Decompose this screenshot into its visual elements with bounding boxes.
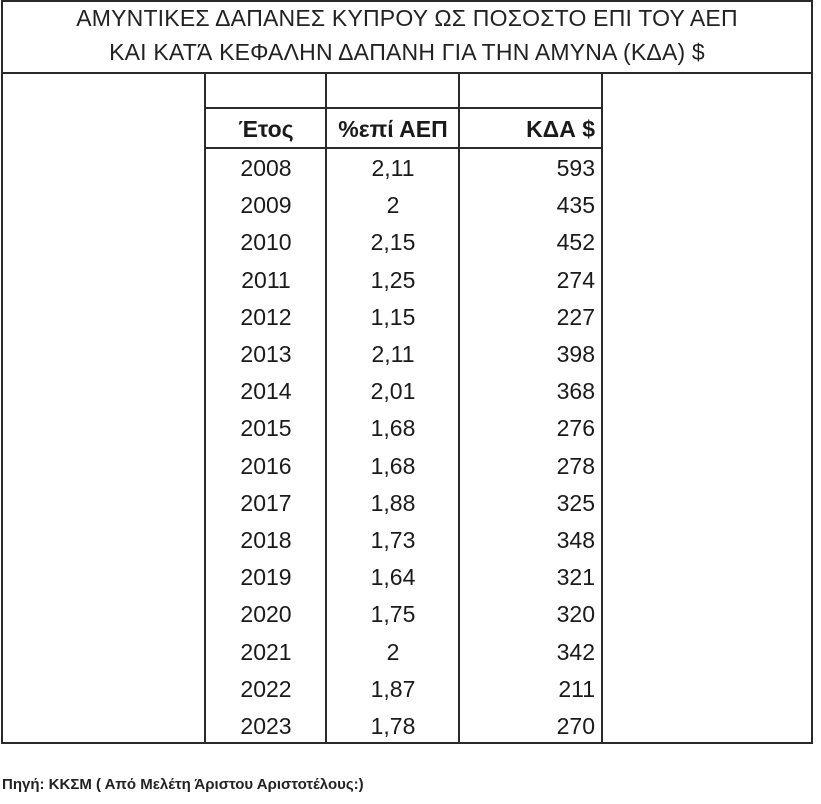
cell-kda: 342 [556,638,595,665]
cell-year: 2021 [240,638,292,665]
cell-kda: 320 [556,601,595,628]
cell-kda: 270 [556,713,595,739]
cell-percent-gdp: 1,75 [370,601,416,628]
cell-percent-gdp: 1,88 [370,489,416,516]
cell-year: 2009 [240,192,292,219]
cell-kda: 452 [556,229,595,256]
cell-kda: 227 [556,303,595,330]
cell-percent-gdp: 2 [386,192,400,219]
cell-kda: 398 [556,341,595,367]
table-vline [458,72,460,744]
cell-year: 2022 [240,675,292,702]
cell-year: 2017 [240,489,292,516]
cell-percent-gdp: 1,64 [370,564,416,591]
cell-kda: 368 [556,378,595,405]
cell-percent-gdp: 1,25 [370,266,416,293]
source-note: Πηγή: ΚΚΣΜ ( Από Μελέτη Άριστου Αριστοτέλους:) [2,776,364,793]
cell-year: 2010 [240,229,292,256]
cell-year: 2018 [240,527,292,553]
cell-year: 2023 [240,713,292,739]
cell-year: 2019 [240,564,292,591]
cell-percent-gdp: 1,78 [370,713,416,739]
table-vline [601,72,603,744]
cell-year: 2011 [241,266,291,293]
cell-kda: 348 [556,527,595,553]
cell-year: 2015 [240,415,292,442]
cell-year: 2013 [240,341,292,367]
cell-percent-gdp: 1,15 [370,303,416,330]
cell-year: 2020 [240,601,292,628]
cell-percent-gdp: 1,68 [370,452,416,479]
cell-kda: 325 [556,489,595,516]
cell-kda: 593 [556,155,595,181]
table-vline [325,72,327,744]
header-year: Έτος [238,116,294,142]
cell-kda: 321 [556,564,595,591]
title-line-1: ΑΜΥΝΤΙΚΕΣ ΔΑΠΑΝΕΣ ΚΥΠΡΟΥ ΩΣ ΠΟΣΟΣΤΟ ΕΠΙ ΤΟΥ ΑΕΠ [76,5,738,31]
header-percent-gdp: %επί ΑΕΠ [338,116,448,142]
header-kda: ΚΔΑ $ [526,116,595,142]
table-vline [204,72,206,744]
cell-percent-gdp: 2,11 [371,341,415,367]
cell-year: 2008 [240,155,292,181]
cell-percent-gdp: 1,68 [370,415,416,442]
cell-kda: 278 [556,452,595,479]
title-line-2: ΚΑΙ ΚΑΤΆ ΚΕΦΑΛΗΝ ΔΑΠΑΝΗ ΓΙΑ ΤΗΝ ΑΜΥΝΑ (ΚΔΑ) $ [109,39,705,65]
cell-percent-gdp: 2,01 [370,378,416,405]
cell-percent-gdp: 2,11 [371,155,415,181]
table-hline [204,107,603,109]
cell-percent-gdp: 1,73 [370,527,416,553]
cell-kda: 211 [558,675,595,702]
title-box [3,2,811,74]
cell-year: 2014 [240,378,292,405]
cell-percent-gdp: 2,15 [370,229,416,256]
cell-year: 2016 [240,452,292,479]
cell-kda: 274 [556,266,595,293]
cell-year: 2012 [240,303,292,330]
cell-kda: 435 [556,192,595,219]
cell-percent-gdp: 1,87 [370,675,416,702]
cell-percent-gdp: 2 [386,638,400,665]
cell-kda: 276 [556,415,595,442]
